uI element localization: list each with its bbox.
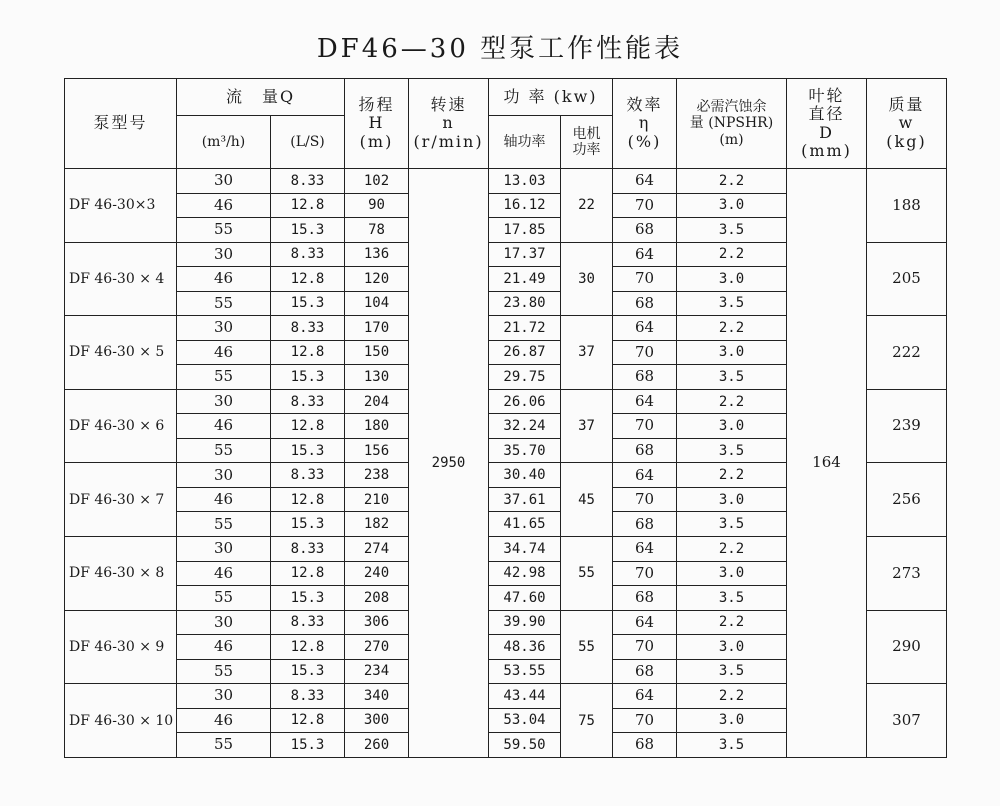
shaft-power-cell: 21.72 [489,316,561,341]
shaft-power-cell: 37.61 [489,487,561,512]
mass-cell: 273 [867,536,947,610]
npshr-cell: 3.0 [677,635,787,660]
header-impeller: 叶轮 直径 D (mm) [787,79,867,169]
efficiency-cell: 68 [613,659,677,684]
header-flow-m3h: (m³/h) [177,116,271,169]
flow-m3h-cell: 30 [177,463,271,488]
mass-cell: 307 [867,684,947,758]
shaft-power-cell: 26.06 [489,389,561,414]
npshr-cell: 3.5 [677,733,787,758]
shaft-power-cell: 41.65 [489,512,561,537]
flow-ls-cell: 12.8 [271,414,345,439]
flow-ls-cell: 12.8 [271,635,345,660]
npshr-cell: 3.5 [677,438,787,463]
npshr-cell: 3.0 [677,414,787,439]
shaft-power-cell: 21.49 [489,267,561,292]
shaft-power-cell: 13.03 [489,169,561,194]
header-head: 扬程 H (m) [345,79,409,169]
flow-ls-cell: 12.8 [271,708,345,733]
head-cell: 182 [345,512,409,537]
header-efficiency: 效率 η (%) [613,79,677,169]
efficiency-cell: 64 [613,684,677,709]
flow-ls-cell: 8.33 [271,316,345,341]
flow-ls-cell: 15.3 [271,512,345,537]
flow-m3h-cell: 30 [177,242,271,267]
head-cell: 208 [345,586,409,611]
mass-cell: 222 [867,316,947,390]
head-cell: 238 [345,463,409,488]
efficiency-cell: 64 [613,536,677,561]
pump-model-cell: DF 46-30×3 [65,169,177,243]
shaft-power-cell: 48.36 [489,635,561,660]
flow-ls-cell: 15.3 [271,291,345,316]
head-cell: 102 [345,169,409,194]
flow-m3h-cell: 55 [177,218,271,243]
flow-ls-cell: 15.3 [271,659,345,684]
shaft-power-cell: 34.74 [489,536,561,561]
efficiency-cell: 64 [613,316,677,341]
flow-ls-cell: 12.8 [271,487,345,512]
flow-ls-cell: 8.33 [271,242,345,267]
efficiency-cell: 68 [613,218,677,243]
header-npshr: 必需汽蚀余 量 (NPSHR) (m) [677,79,787,169]
pump-model-cell: DF 46-30 × 8 [65,536,177,610]
efficiency-cell: 68 [613,512,677,537]
head-cell: 240 [345,561,409,586]
shaft-power-cell: 23.80 [489,291,561,316]
flow-m3h-cell: 46 [177,267,271,292]
npshr-cell: 3.0 [677,340,787,365]
flow-ls-cell: 15.3 [271,586,345,611]
efficiency-cell: 70 [613,414,677,439]
mass-cell: 205 [867,242,947,316]
head-cell: 270 [345,635,409,660]
efficiency-cell: 70 [613,635,677,660]
efficiency-cell: 70 [613,561,677,586]
head-cell: 306 [345,610,409,635]
flow-ls-cell: 15.3 [271,218,345,243]
header-speed: 转速 n (r/min) [409,79,489,169]
npshr-cell: 2.2 [677,316,787,341]
flow-ls-cell: 8.33 [271,463,345,488]
efficiency-cell: 70 [613,708,677,733]
motor-power-cell: 75 [561,684,613,758]
shaft-power-cell: 35.70 [489,438,561,463]
shaft-power-cell: 43.44 [489,684,561,709]
efficiency-cell: 64 [613,463,677,488]
flow-m3h-cell: 55 [177,733,271,758]
shaft-power-cell: 59.50 [489,733,561,758]
flow-m3h-cell: 30 [177,536,271,561]
impeller-diameter-cell: 164 [787,169,867,758]
flow-ls-cell: 8.33 [271,610,345,635]
table-body [65,169,947,758]
head-cell: 136 [345,242,409,267]
npshr-cell: 2.2 [677,536,787,561]
head-cell: 170 [345,316,409,341]
motor-power-cell: 37 [561,389,613,463]
motor-power-cell: 55 [561,536,613,610]
npshr-cell: 2.2 [677,610,787,635]
head-cell: 180 [345,414,409,439]
efficiency-cell: 68 [613,365,677,390]
flow-m3h-cell: 55 [177,586,271,611]
pump-model-cell: DF 46-30 × 4 [65,242,177,316]
efficiency-cell: 70 [613,193,677,218]
mass-cell: 290 [867,610,947,684]
head-cell: 150 [345,340,409,365]
efficiency-cell: 68 [613,733,677,758]
efficiency-cell: 64 [613,389,677,414]
pump-model-cell: DF 46-30 × 7 [65,463,177,537]
npshr-cell: 3.5 [677,659,787,684]
flow-m3h-cell: 46 [177,414,271,439]
efficiency-cell: 64 [613,169,677,194]
flow-m3h-cell: 46 [177,708,271,733]
shaft-power-cell: 30.40 [489,463,561,488]
performance-table [64,78,947,758]
efficiency-cell: 64 [613,242,677,267]
shaft-power-cell: 32.24 [489,414,561,439]
shaft-power-cell: 16.12 [489,193,561,218]
flow-ls-cell: 12.8 [271,193,345,218]
npshr-cell: 3.5 [677,365,787,390]
flow-ls-cell: 15.3 [271,733,345,758]
shaft-power-cell: 17.37 [489,242,561,267]
efficiency-cell: 68 [613,438,677,463]
header-shaft-power: 轴功率 [489,116,561,169]
head-cell: 156 [345,438,409,463]
npshr-cell: 2.2 [677,242,787,267]
mass-cell: 256 [867,463,947,537]
shaft-power-cell: 42.98 [489,561,561,586]
npshr-cell: 3.5 [677,512,787,537]
pump-model-cell: DF 46-30 × 10 [65,684,177,758]
flow-m3h-cell: 46 [177,193,271,218]
npshr-cell: 3.5 [677,586,787,611]
flow-m3h-cell: 46 [177,487,271,512]
flow-m3h-cell: 46 [177,635,271,660]
flow-ls-cell: 8.33 [271,684,345,709]
header-flow-ls: (L/S) [271,116,345,169]
flow-ls-cell: 12.8 [271,340,345,365]
npshr-cell: 2.2 [677,463,787,488]
flow-m3h-cell: 55 [177,291,271,316]
flow-ls-cell: 12.8 [271,267,345,292]
shaft-power-cell: 26.87 [489,340,561,365]
npshr-cell: 3.5 [677,291,787,316]
motor-power-cell: 30 [561,242,613,316]
npshr-cell: 3.5 [677,218,787,243]
page-title: DF46—30 型泵工作性能表 [316,34,684,64]
head-cell: 78 [345,218,409,243]
head-cell: 204 [345,389,409,414]
npshr-cell: 2.2 [677,389,787,414]
efficiency-cell: 70 [613,487,677,512]
header-mass: 质量 w (kg) [867,79,947,169]
flow-m3h-cell: 55 [177,512,271,537]
motor-power-cell: 45 [561,463,613,537]
motor-power-cell: 22 [561,169,613,243]
head-cell: 300 [345,708,409,733]
header-model: 泵型号 [65,79,177,169]
mass-cell: 188 [867,169,947,243]
pump-model-cell: DF 46-30 × 6 [65,389,177,463]
flow-ls-cell: 8.33 [271,536,345,561]
npshr-cell: 3.0 [677,561,787,586]
shaft-power-cell: 53.55 [489,659,561,684]
npshr-cell: 2.2 [677,169,787,194]
efficiency-cell: 68 [613,291,677,316]
flow-m3h-cell: 55 [177,438,271,463]
npshr-cell: 3.0 [677,708,787,733]
efficiency-cell: 70 [613,267,677,292]
head-cell: 104 [345,291,409,316]
flow-ls-cell: 12.8 [271,561,345,586]
efficiency-cell: 70 [613,340,677,365]
flow-ls-cell: 8.33 [271,389,345,414]
header-motor-power: 电机 功率 [561,116,613,169]
mass-cell: 239 [867,389,947,463]
flow-ls-cell: 15.3 [271,438,345,463]
pump-model-cell: DF 46-30 × 9 [65,610,177,684]
table-header [65,79,947,169]
flow-m3h-cell: 30 [177,389,271,414]
flow-m3h-cell: 46 [177,561,271,586]
head-cell: 234 [345,659,409,684]
flow-m3h-cell: 30 [177,684,271,709]
flow-m3h-cell: 46 [177,340,271,365]
npshr-cell: 3.0 [677,487,787,512]
efficiency-cell: 68 [613,586,677,611]
flow-m3h-cell: 30 [177,316,271,341]
flow-ls-cell: 8.33 [271,169,345,194]
shaft-power-cell: 29.75 [489,365,561,390]
head-cell: 130 [345,365,409,390]
motor-power-cell: 37 [561,316,613,390]
shaft-power-cell: 17.85 [489,218,561,243]
speed-cell: 2950 [409,169,489,758]
table-row [65,169,947,194]
flow-ls-cell: 15.3 [271,365,345,390]
efficiency-cell: 64 [613,610,677,635]
head-cell: 274 [345,536,409,561]
head-cell: 260 [345,733,409,758]
head-cell: 120 [345,267,409,292]
head-cell: 90 [345,193,409,218]
shaft-power-cell: 53.04 [489,708,561,733]
header-power: 功 率 (kw) [489,79,613,116]
shaft-power-cell: 47.60 [489,586,561,611]
flow-m3h-cell: 30 [177,169,271,194]
flow-m3h-cell: 55 [177,365,271,390]
header-flow: 流 量Q [177,79,345,116]
npshr-cell: 3.0 [677,267,787,292]
motor-power-cell: 55 [561,610,613,684]
npshr-cell: 2.2 [677,684,787,709]
head-cell: 210 [345,487,409,512]
flow-m3h-cell: 30 [177,610,271,635]
npshr-cell: 3.0 [677,193,787,218]
shaft-power-cell: 39.90 [489,610,561,635]
head-cell: 340 [345,684,409,709]
flow-m3h-cell: 55 [177,659,271,684]
pump-model-cell: DF 46-30 × 5 [65,316,177,390]
